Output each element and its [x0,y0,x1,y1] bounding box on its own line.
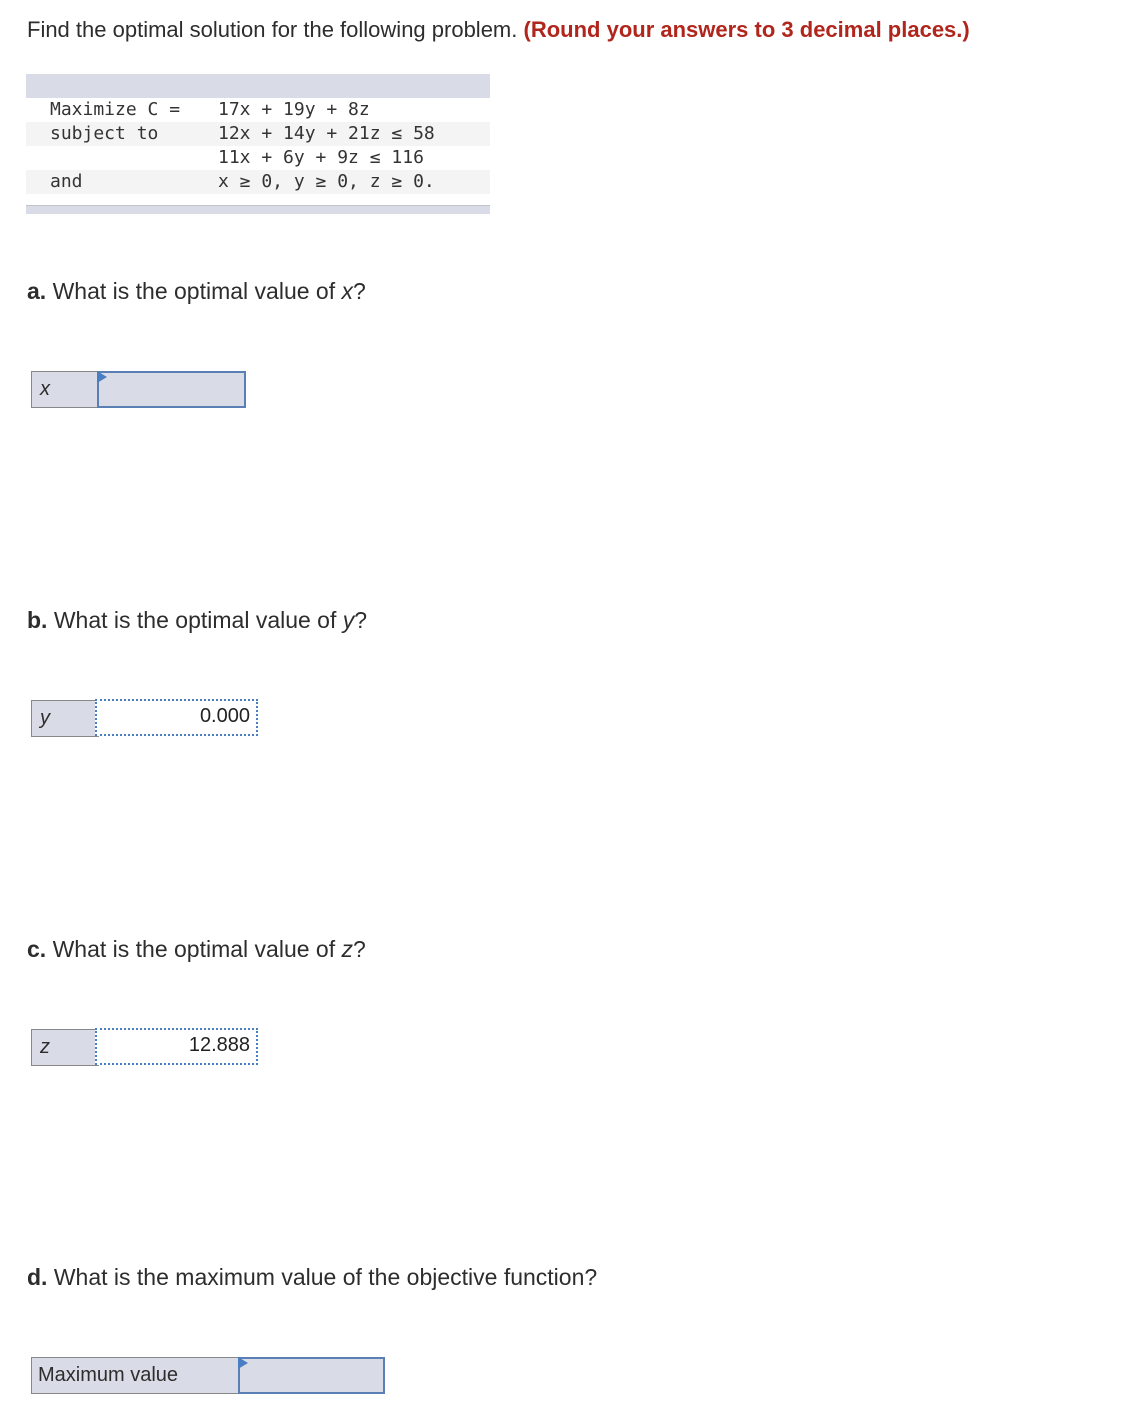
z-field-label: z [31,1029,99,1066]
problem-box [26,74,490,214]
constraint-label: subject to [50,123,159,144]
nonnegativity-label: and [50,171,83,192]
question-variable: z [341,936,353,962]
question-letter: a. [27,278,47,304]
y-field-label: y [31,700,99,737]
question-text: What is the maximum value of the objective function? [53,1264,598,1290]
question-variable: y [342,607,355,633]
y-answer-field[interactable]: 0.000 [95,699,258,736]
maximum-value-label: Maximum value [31,1357,241,1394]
x-field-label: x [31,371,99,408]
question-text: What is the optimal value of [53,607,343,633]
input-marker-icon [97,371,107,383]
question-c [27,934,366,964]
question-text: What is the optimal value of [52,936,342,962]
objective-expression: 17x + 19y + 8z [218,99,370,120]
maximum-value-input[interactable] [238,1357,385,1394]
question-b [27,605,367,635]
objective-label: Maximize C = [50,99,181,120]
question-punct: ? [354,607,368,633]
question-punct: ? [353,278,366,304]
z-answer-field[interactable]: 12.888 [95,1028,258,1065]
question-letter: b. [27,607,48,633]
nonnegativity-constraints: x ≥ 0, y ≥ 0, z ≥ 0. [218,171,435,192]
problem-top-bar [26,74,490,98]
instruction-text: Find the optimal solution for the following problem. [27,17,518,42]
question-letter: c. [27,936,47,962]
input-marker-icon [238,1357,248,1369]
question-text: What is the optimal value of [52,278,342,304]
constraint-1: 12x + 14y + 21z ≤ 58 [218,123,435,144]
question-punct: ? [353,936,366,962]
question-letter: d. [27,1264,48,1290]
question-a [27,276,366,306]
question-d [27,1262,597,1292]
question-variable: x [341,278,353,304]
instruction-emphasis: (Round your answers to 3 decimal places.) [523,17,970,42]
x-answer-input[interactable] [97,371,246,408]
instructions [27,15,970,45]
constraint-2: 11x + 6y + 9z ≤ 116 [218,147,424,168]
problem-bottom-bar [26,205,490,214]
